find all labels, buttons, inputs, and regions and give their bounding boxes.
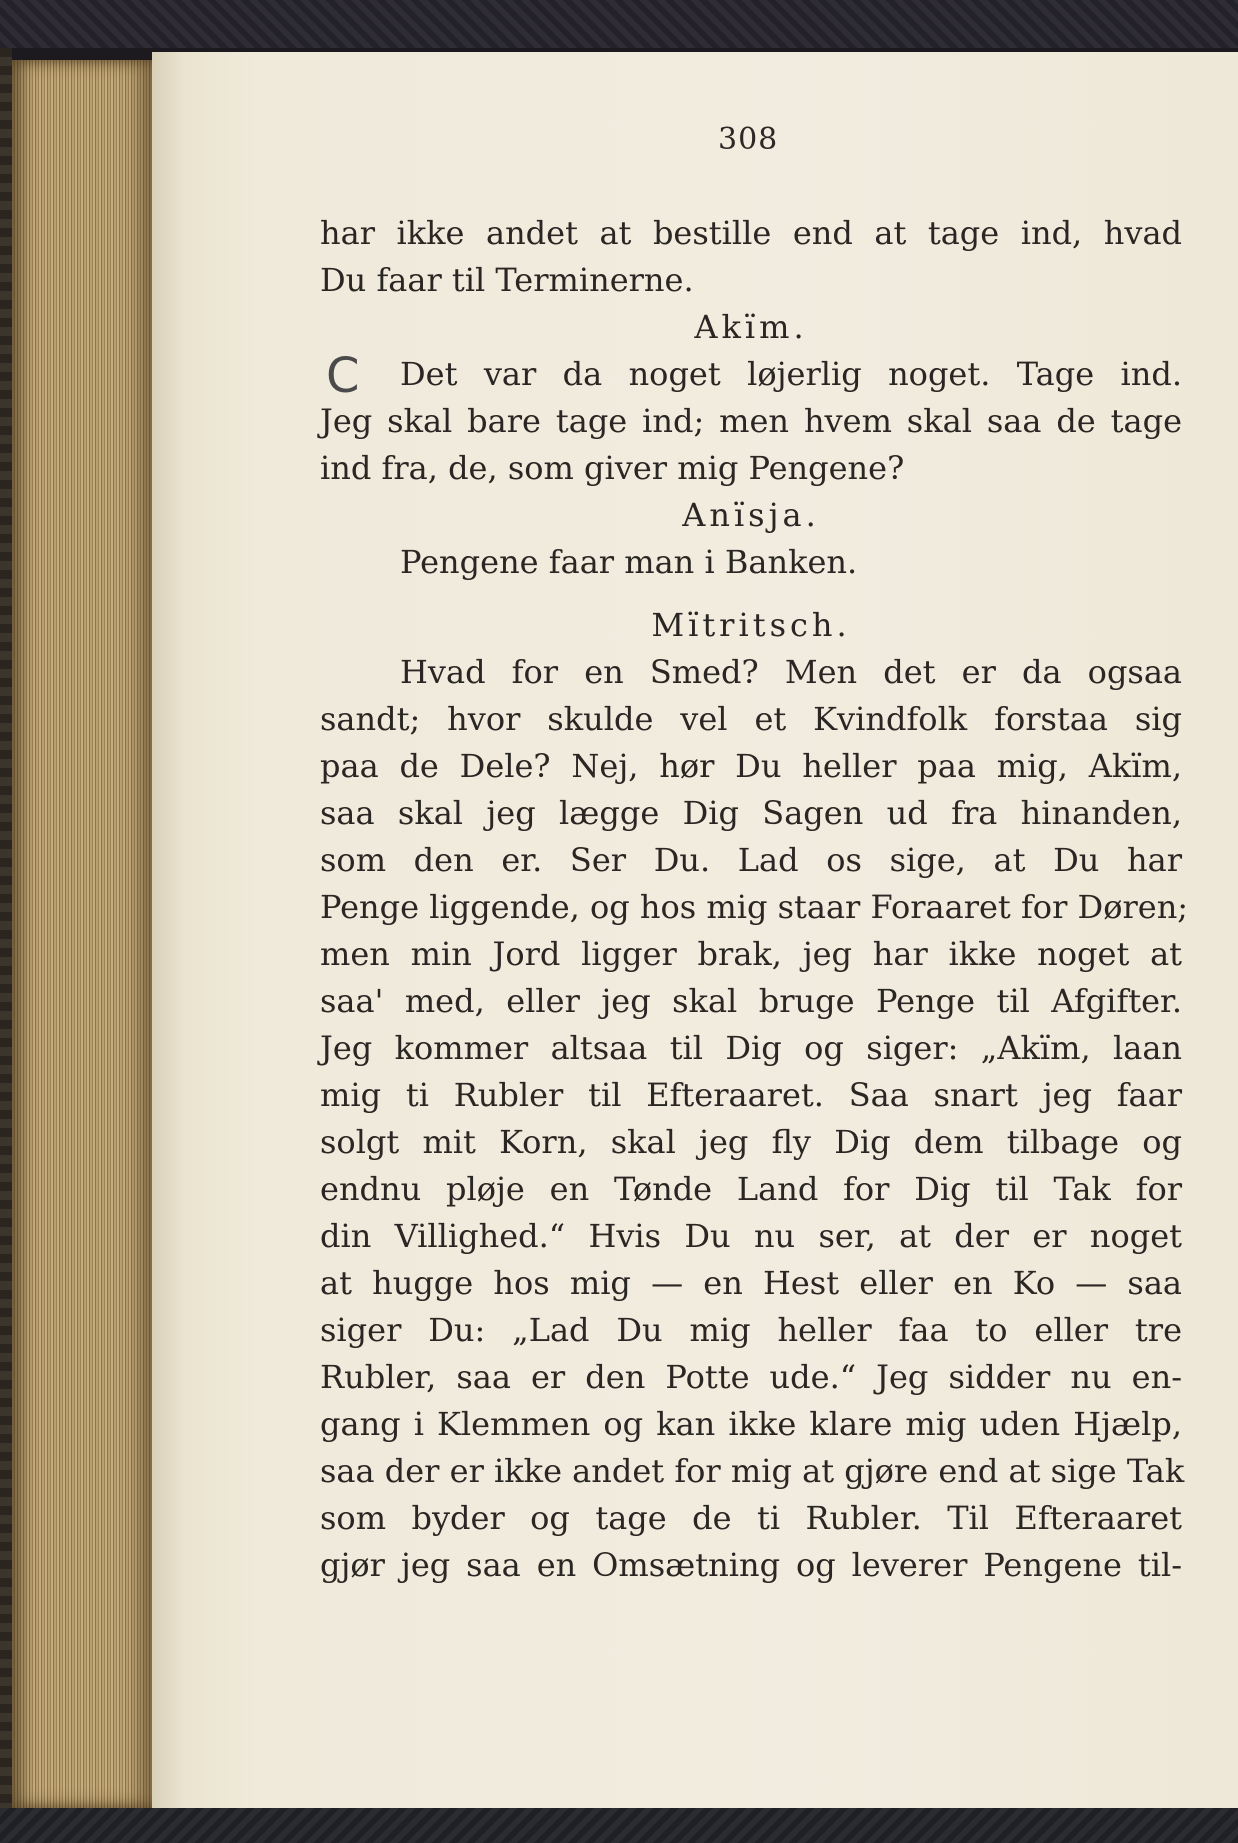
spacer	[320, 586, 1182, 602]
text-line: paa de Dele? Nej, hør Du heller paa mig, Akïm,	[320, 747, 1182, 785]
text-line: som den er. Ser Du. Lad os sige, at Du har	[320, 841, 1182, 879]
text-line: endnu pløje en Tønde Land for Dig til Tak for	[320, 1170, 1182, 1208]
text-line: Pengene faar man i Banken.	[400, 543, 858, 581]
text-line: Penge liggende, og hos mig staar Foraaret for Døren;	[320, 888, 1189, 926]
margin-bracket-mark: C	[326, 348, 360, 404]
text-line: Det var da noget løjerlig noget. Tage ind.	[400, 355, 1182, 393]
text-line: sandt; hvor skulde vel et Kvindfolk forstaa sig	[320, 700, 1182, 738]
text-line: din Villighed.“ Hvis Du nu ser, at der er noget	[320, 1217, 1182, 1255]
text-line: saa skal jeg lægge Dig Sagen ud fra hinanden,	[320, 794, 1182, 832]
text-line: Hvad for en Smed? Men det er da ogsaa	[400, 653, 1182, 691]
cloth-background-top	[0, 0, 1238, 48]
body-text	[320, 210, 1189, 1589]
text-line: men min Jord ligger brak, jeg har ikke noget at	[320, 935, 1182, 973]
text-line: Rubler, saa er den Potte ude.“ Jeg sidder nu en-	[320, 1358, 1182, 1396]
text-line: at hugge hos mig — en Hest eller en Ko — saa	[320, 1264, 1182, 1302]
text-line: siger Du: „Lad Du mig heller faa to eller tre	[320, 1311, 1182, 1349]
speaker-name: Mïtritsch.	[651, 606, 851, 644]
cloth-background-bottom	[0, 1808, 1238, 1843]
text-line: som byder og tage de ti Rubler. Til Efteraaret	[320, 1499, 1182, 1537]
text-line: Jeg skal bare tage ind; men hvem skal saa de tage	[320, 402, 1182, 440]
speaker-name: Anïsja.	[682, 496, 820, 534]
page-number: 308	[718, 122, 779, 157]
text-line: Du faar til Terminerne.	[320, 261, 694, 299]
speaker-name: Akïm.	[694, 308, 808, 346]
text-line: har ikke andet at bestille end at tage ind, hvad	[320, 214, 1182, 252]
text-line: Jeg kommer altsaa til Dig og siger: „Akïm, laan	[320, 1029, 1182, 1067]
text-line: saa' med, eller jeg skal bruge Penge til Afgifter.	[320, 982, 1182, 1020]
text-line: gjør jeg saa en Omsætning og leverer Pengene til-	[320, 1546, 1182, 1584]
page-edges	[12, 60, 152, 1808]
text-line: solgt mit Korn, skal jeg fly Dig dem tilbage og	[320, 1123, 1182, 1161]
text-line: saa der er ikke andet for mig at gjøre end at sige Tak	[320, 1452, 1185, 1490]
text-line: mig ti Rubler til Efteraaret. Saa snart jeg faar	[320, 1076, 1182, 1114]
binding-edge	[0, 48, 12, 1808]
text-line: gang i Klemmen og kan ikke klare mig uden Hjælp,	[320, 1405, 1182, 1443]
text-line: ind fra, de, som giver mig Pengene?	[320, 449, 905, 487]
